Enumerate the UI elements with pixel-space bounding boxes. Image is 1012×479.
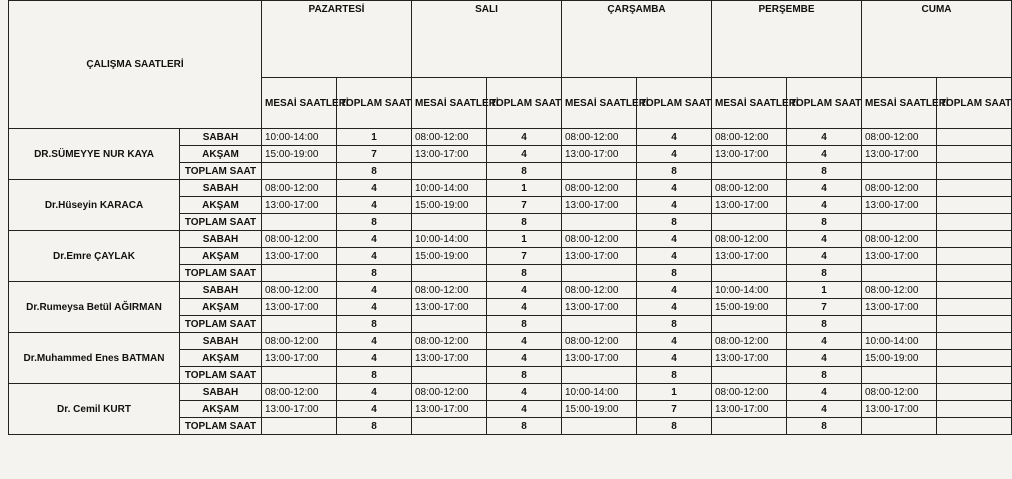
hours-count-cell: 4 xyxy=(787,248,862,265)
working-hours-cell: 10:00-14:00 xyxy=(412,231,487,248)
working-hours-cell: 08:00-12:00 xyxy=(862,129,937,146)
working-hours-cell: 13:00-17:00 xyxy=(562,299,637,316)
empty-cell xyxy=(262,367,337,384)
doctor-name: DR.SÜMEYYE NUR KAYA xyxy=(9,129,180,180)
daily-total-cell: 8 xyxy=(637,367,712,384)
empty-cell xyxy=(262,265,337,282)
working-hours-cell: 08:00-12:00 xyxy=(412,333,487,350)
working-hours-cell: 13:00-17:00 xyxy=(562,197,637,214)
daily-total-cell xyxy=(937,214,1012,231)
working-hours-cell: 13:00-17:00 xyxy=(412,146,487,163)
hours-count-cell: 7 xyxy=(487,248,562,265)
doctor-name: Dr.Emre ÇAYLAK xyxy=(9,231,180,282)
empty-cell xyxy=(562,316,637,333)
slot-label-evening: AKŞAM xyxy=(180,146,262,163)
working-hours-cell: 13:00-17:00 xyxy=(412,401,487,418)
empty-cell xyxy=(862,367,937,384)
empty-cell xyxy=(412,265,487,282)
empty-cell xyxy=(562,367,637,384)
day-header-thursday: PERŞEMBE xyxy=(712,1,862,78)
doctor-morning-row xyxy=(9,282,1012,299)
working-hours-cell: 13:00-17:00 xyxy=(412,299,487,316)
hours-count-cell: 1 xyxy=(637,384,712,401)
working-hours-cell: 13:00-17:00 xyxy=(262,248,337,265)
hours-count-cell: 4 xyxy=(337,384,412,401)
subheader-hours: MESAİ SAATLERİ xyxy=(412,78,487,129)
working-hours-cell: 08:00-12:00 xyxy=(562,180,637,197)
day-header-tuesday: SALI xyxy=(412,1,562,78)
slot-label-evening: AKŞAM xyxy=(180,197,262,214)
subheader-hours: MESAİ SAATLERİ xyxy=(862,78,937,129)
empty-cell xyxy=(262,418,337,435)
doctor-morning-row xyxy=(9,129,1012,146)
working-hours-cell: 13:00-17:00 xyxy=(862,299,937,316)
hours-count-cell xyxy=(937,180,1012,197)
working-hours-cell: 15:00-19:00 xyxy=(412,197,487,214)
daily-total-cell: 8 xyxy=(337,316,412,333)
hours-count-cell: 4 xyxy=(787,350,862,367)
daily-total-cell: 8 xyxy=(337,163,412,180)
subheader-total: TOPLAM SAAT xyxy=(937,78,1012,129)
daily-total-cell: 8 xyxy=(787,418,862,435)
working-hours-cell: 08:00-12:00 xyxy=(862,231,937,248)
daily-total-cell: 8 xyxy=(337,367,412,384)
daily-total-cell: 8 xyxy=(337,265,412,282)
working-hours-cell: 08:00-12:00 xyxy=(562,333,637,350)
hours-count-cell xyxy=(937,299,1012,316)
subheader-total: TOPLAM SAAT xyxy=(787,78,862,129)
empty-cell xyxy=(562,265,637,282)
slot-label-evening: AKŞAM xyxy=(180,350,262,367)
hours-count-cell: 4 xyxy=(637,146,712,163)
working-hours-cell: 13:00-17:00 xyxy=(712,197,787,214)
schedule-body xyxy=(9,129,1012,435)
empty-cell xyxy=(862,214,937,231)
slot-label-total: TOPLAM SAAT xyxy=(180,214,262,231)
slot-label-morning: SABAH xyxy=(180,180,262,197)
daily-total-cell: 8 xyxy=(787,265,862,282)
working-hours-cell: 10:00-14:00 xyxy=(862,333,937,350)
hours-count-cell: 7 xyxy=(637,401,712,418)
working-hours-cell: 08:00-12:00 xyxy=(412,129,487,146)
empty-cell xyxy=(862,418,937,435)
daily-total-cell: 8 xyxy=(637,418,712,435)
hours-count-cell: 4 xyxy=(337,333,412,350)
slot-label-morning: SABAH xyxy=(180,333,262,350)
empty-cell xyxy=(562,163,637,180)
daily-total-cell xyxy=(937,163,1012,180)
hours-count-cell: 4 xyxy=(787,129,862,146)
working-hours-cell: 15:00-19:00 xyxy=(862,350,937,367)
daily-total-cell: 8 xyxy=(487,214,562,231)
doctor-name: Dr.Muhammed Enes BATMAN xyxy=(9,333,180,384)
working-hours-cell: 10:00-14:00 xyxy=(412,180,487,197)
empty-cell xyxy=(262,316,337,333)
daily-total-cell: 8 xyxy=(787,163,862,180)
working-hours-cell: 08:00-12:00 xyxy=(262,282,337,299)
schedule-table xyxy=(8,0,1012,435)
working-hours-cell: 10:00-14:00 xyxy=(562,384,637,401)
empty-cell xyxy=(862,316,937,333)
empty-cell xyxy=(412,316,487,333)
working-hours-cell: 13:00-17:00 xyxy=(562,146,637,163)
working-hours-cell: 15:00-19:00 xyxy=(562,401,637,418)
empty-cell xyxy=(712,367,787,384)
hours-count-cell: 4 xyxy=(337,231,412,248)
hours-count-cell xyxy=(937,401,1012,418)
daily-total-cell xyxy=(937,418,1012,435)
empty-cell xyxy=(412,163,487,180)
hours-count-cell: 4 xyxy=(787,333,862,350)
empty-cell xyxy=(562,214,637,231)
hours-count-cell: 4 xyxy=(487,129,562,146)
hours-count-cell xyxy=(937,146,1012,163)
hours-count-cell: 7 xyxy=(487,197,562,214)
working-hours-cell: 08:00-12:00 xyxy=(562,282,637,299)
empty-cell xyxy=(712,214,787,231)
doctor-name: Dr.Hüseyin KARACA xyxy=(9,180,180,231)
hours-count-cell: 4 xyxy=(787,231,862,248)
daily-total-cell: 8 xyxy=(637,316,712,333)
hours-count-cell: 4 xyxy=(337,401,412,418)
hours-count-cell: 1 xyxy=(487,180,562,197)
hours-count-cell: 4 xyxy=(337,248,412,265)
working-hours-cell: 13:00-17:00 xyxy=(862,401,937,418)
slot-label-evening: AKŞAM xyxy=(180,401,262,418)
working-hours-cell: 13:00-17:00 xyxy=(712,401,787,418)
hours-count-cell xyxy=(937,197,1012,214)
day-header-wednesday: ÇARŞAMBA xyxy=(562,1,712,78)
working-hours-cell: 08:00-12:00 xyxy=(412,384,487,401)
hours-count-cell: 4 xyxy=(487,384,562,401)
slot-label-morning: SABAH xyxy=(180,231,262,248)
slot-label-total: TOPLAM SAAT xyxy=(180,316,262,333)
hours-count-cell: 4 xyxy=(487,333,562,350)
hours-count-cell: 4 xyxy=(637,180,712,197)
subheader-total: TOPLAM SAAT xyxy=(637,78,712,129)
empty-cell xyxy=(412,367,487,384)
daily-total-cell: 8 xyxy=(637,163,712,180)
daily-total-cell: 8 xyxy=(787,214,862,231)
hours-count-cell: 4 xyxy=(787,146,862,163)
slot-label-total: TOPLAM SAAT xyxy=(180,367,262,384)
daily-total-cell: 8 xyxy=(487,163,562,180)
working-hours-cell: 08:00-12:00 xyxy=(862,384,937,401)
working-hours-cell: 13:00-17:00 xyxy=(712,350,787,367)
slot-label-morning: SABAH xyxy=(180,282,262,299)
working-hours-cell: 08:00-12:00 xyxy=(562,231,637,248)
daily-total-cell: 8 xyxy=(637,214,712,231)
empty-cell xyxy=(562,418,637,435)
working-hours-cell: 13:00-17:00 xyxy=(862,146,937,163)
hours-count-cell xyxy=(937,282,1012,299)
daily-total-cell: 8 xyxy=(487,418,562,435)
hours-count-cell xyxy=(937,248,1012,265)
daily-total-cell: 8 xyxy=(337,214,412,231)
working-hours-cell: 13:00-17:00 xyxy=(412,350,487,367)
working-hours-cell: 13:00-17:00 xyxy=(862,197,937,214)
hours-count-cell: 4 xyxy=(787,197,862,214)
hours-count-cell xyxy=(937,350,1012,367)
slot-label-evening: AKŞAM xyxy=(180,299,262,316)
working-hours-cell: 13:00-17:00 xyxy=(562,350,637,367)
hours-count-cell: 4 xyxy=(787,180,862,197)
working-hours-cell: 13:00-17:00 xyxy=(712,248,787,265)
working-hours-cell: 08:00-12:00 xyxy=(562,129,637,146)
hours-count-cell: 4 xyxy=(637,129,712,146)
hours-count-cell: 4 xyxy=(637,333,712,350)
working-hours-cell: 13:00-17:00 xyxy=(712,146,787,163)
working-hours-cell: 08:00-12:00 xyxy=(262,333,337,350)
slot-label-evening: AKŞAM xyxy=(180,248,262,265)
slot-label-morning: SABAH xyxy=(180,384,262,401)
working-hours-cell: 08:00-12:00 xyxy=(262,231,337,248)
slot-label-total: TOPLAM SAAT xyxy=(180,418,262,435)
slot-label-total: TOPLAM SAAT xyxy=(180,163,262,180)
working-hours-cell: 13:00-17:00 xyxy=(562,248,637,265)
working-hours-cell: 08:00-12:00 xyxy=(712,384,787,401)
working-hours-cell: 08:00-12:00 xyxy=(712,333,787,350)
working-hours-cell: 08:00-12:00 xyxy=(862,282,937,299)
hours-count-cell: 4 xyxy=(487,350,562,367)
hours-count-cell xyxy=(937,231,1012,248)
hours-count-cell: 1 xyxy=(337,129,412,146)
working-hours-cell: 10:00-14:00 xyxy=(262,129,337,146)
empty-cell xyxy=(262,163,337,180)
working-hours-cell: 15:00-19:00 xyxy=(712,299,787,316)
hours-count-cell: 4 xyxy=(637,197,712,214)
hours-count-cell: 7 xyxy=(787,299,862,316)
hours-count-cell xyxy=(937,333,1012,350)
working-hours-cell: 15:00-19:00 xyxy=(412,248,487,265)
doctor-morning-row xyxy=(9,333,1012,350)
daily-total-cell: 8 xyxy=(487,316,562,333)
doctor-morning-row xyxy=(9,180,1012,197)
hours-count-cell xyxy=(937,129,1012,146)
hours-count-cell: 4 xyxy=(637,299,712,316)
hours-count-cell: 4 xyxy=(337,350,412,367)
working-hours-cell: 08:00-12:00 xyxy=(262,180,337,197)
hours-count-cell: 4 xyxy=(337,299,412,316)
schedule-title: ÇALIŞMA SAATLERİ xyxy=(9,1,262,129)
hours-count-cell: 4 xyxy=(337,180,412,197)
empty-cell xyxy=(862,163,937,180)
daily-total-cell: 8 xyxy=(787,367,862,384)
empty-cell xyxy=(412,418,487,435)
hours-count-cell: 4 xyxy=(787,401,862,418)
doctor-name: Dr.Rumeysa Betül AĞIRMAN xyxy=(9,282,180,333)
daily-total-cell: 8 xyxy=(787,316,862,333)
daily-total-cell: 8 xyxy=(487,367,562,384)
day-header-monday: PAZARTESİ xyxy=(262,1,412,78)
daily-total-cell: 8 xyxy=(337,418,412,435)
hours-count-cell: 4 xyxy=(637,350,712,367)
working-hours-cell: 08:00-12:00 xyxy=(862,180,937,197)
doctor-morning-row xyxy=(9,231,1012,248)
empty-cell xyxy=(862,265,937,282)
subheader-hours: MESAİ SAATLERİ xyxy=(562,78,637,129)
working-hours-cell: 13:00-17:00 xyxy=(262,299,337,316)
hours-count-cell: 1 xyxy=(787,282,862,299)
hours-count-cell: 4 xyxy=(637,248,712,265)
hours-count-cell: 4 xyxy=(487,146,562,163)
daily-total-cell: 8 xyxy=(637,265,712,282)
subheader-hours: MESAİ SAATLERİ xyxy=(262,78,337,129)
daily-total-cell: 8 xyxy=(487,265,562,282)
subheader-total: TOPLAM SAAT xyxy=(337,78,412,129)
working-hours-cell: 13:00-17:00 xyxy=(262,197,337,214)
working-hours-cell: 08:00-12:00 xyxy=(412,282,487,299)
slot-label-total: TOPLAM SAAT xyxy=(180,265,262,282)
working-hours-cell: 15:00-19:00 xyxy=(262,146,337,163)
hours-count-cell: 4 xyxy=(487,282,562,299)
subheader-total: TOPLAM SAAT xyxy=(487,78,562,129)
hours-count-cell: 4 xyxy=(487,401,562,418)
hours-count-cell: 4 xyxy=(337,197,412,214)
empty-cell xyxy=(712,316,787,333)
hours-count-cell xyxy=(937,384,1012,401)
hours-count-cell: 1 xyxy=(487,231,562,248)
working-hours-cell: 13:00-17:00 xyxy=(262,401,337,418)
working-hours-cell: 08:00-12:00 xyxy=(712,231,787,248)
slot-label-morning: SABAH xyxy=(180,129,262,146)
empty-cell xyxy=(712,265,787,282)
doctor-name: Dr. Cemil KURT xyxy=(9,384,180,435)
empty-cell xyxy=(712,163,787,180)
hours-count-cell: 4 xyxy=(637,231,712,248)
working-hours-cell: 13:00-17:00 xyxy=(262,350,337,367)
working-hours-cell: 13:00-17:00 xyxy=(862,248,937,265)
doctor-morning-row xyxy=(9,384,1012,401)
empty-cell xyxy=(412,214,487,231)
working-hours-cell: 08:00-12:00 xyxy=(262,384,337,401)
hours-count-cell: 4 xyxy=(787,384,862,401)
day-header-friday: CUMA xyxy=(862,1,1012,78)
daily-total-cell xyxy=(937,265,1012,282)
hours-count-cell: 7 xyxy=(337,146,412,163)
subheader-hours: MESAİ SAATLERİ xyxy=(712,78,787,129)
empty-cell xyxy=(712,418,787,435)
working-hours-cell: 08:00-12:00 xyxy=(712,180,787,197)
daily-total-cell xyxy=(937,316,1012,333)
daily-total-cell xyxy=(937,367,1012,384)
empty-cell xyxy=(262,214,337,231)
hours-count-cell: 4 xyxy=(637,282,712,299)
hours-count-cell: 4 xyxy=(487,299,562,316)
working-hours-cell: 08:00-12:00 xyxy=(712,129,787,146)
hours-count-cell: 4 xyxy=(337,282,412,299)
working-hours-cell: 10:00-14:00 xyxy=(712,282,787,299)
